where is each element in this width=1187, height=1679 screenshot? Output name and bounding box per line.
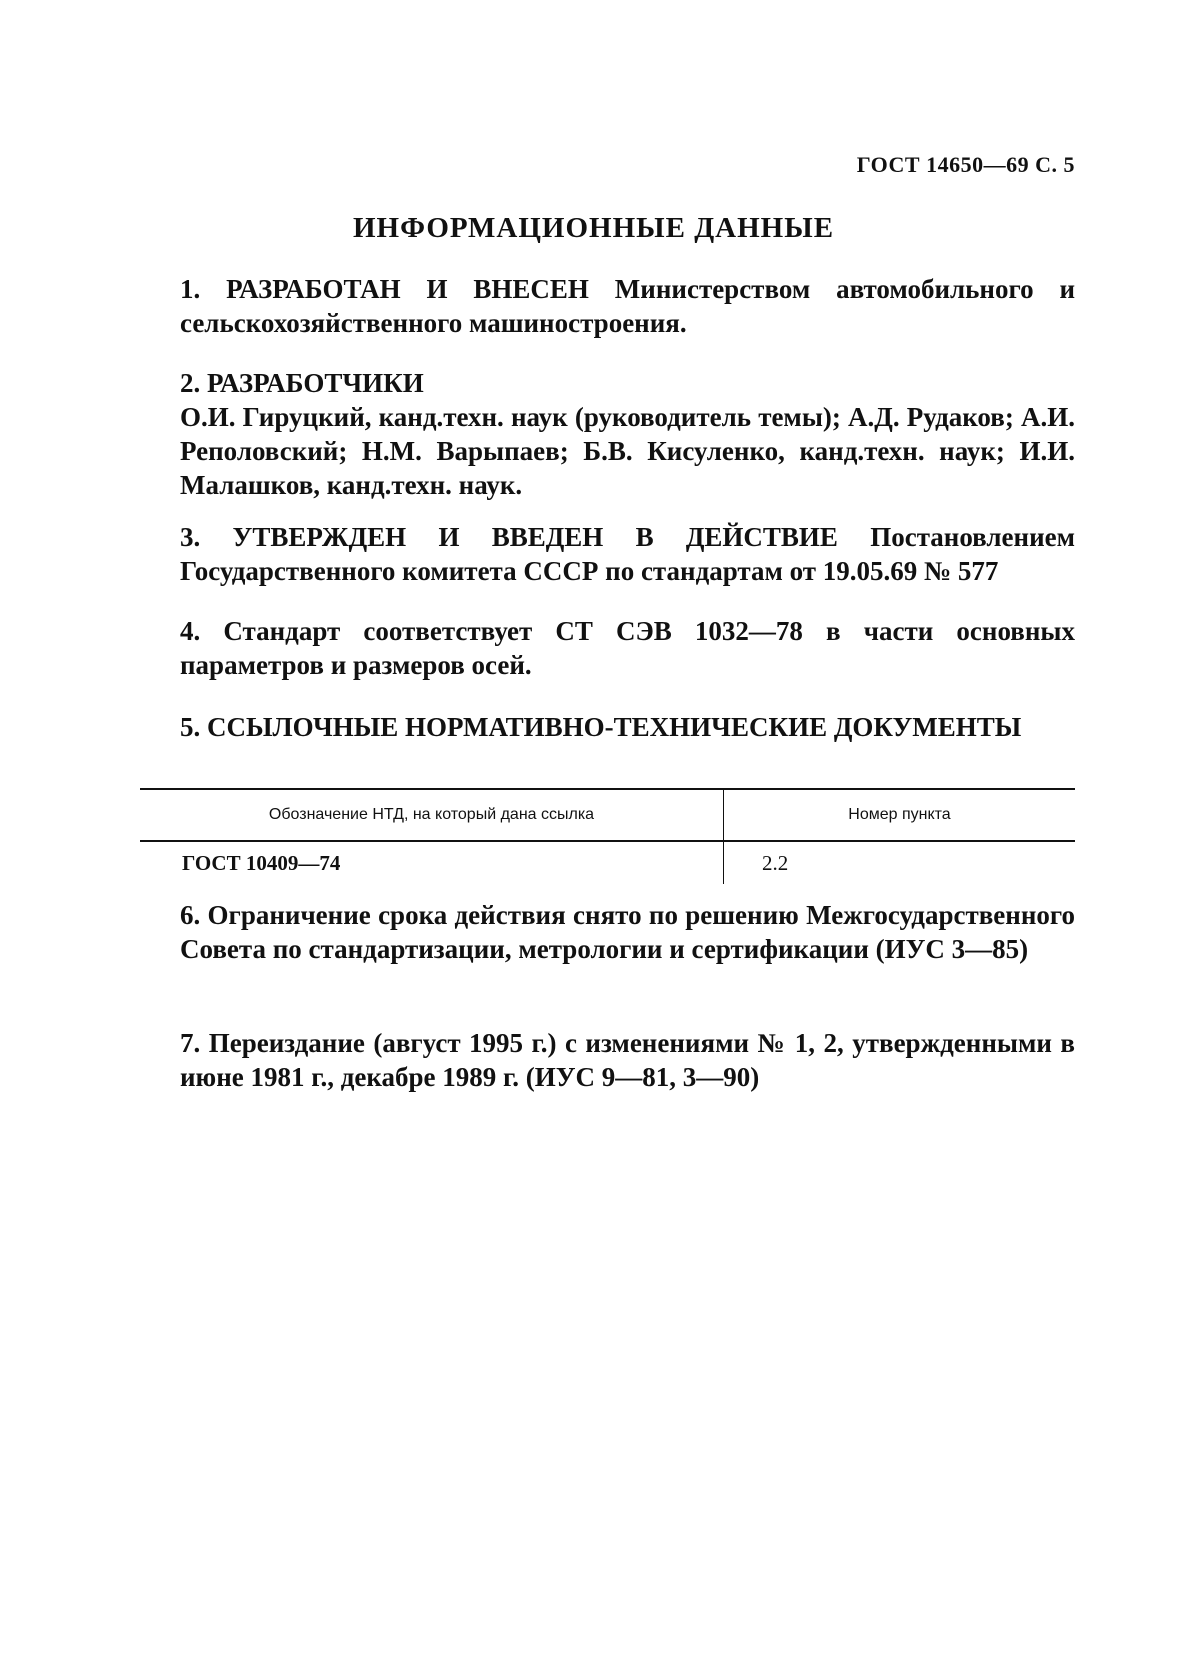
document-title: ИНФОРМАЦИОННЫЕ ДАННЫЕ — [352, 212, 835, 244]
item-number: 4. — [180, 616, 201, 646]
column-header-clause: Номер пункта — [724, 789, 1076, 841]
item-lead: РАЗРАБОТАН И ВНЕСЕН — [226, 274, 589, 304]
item-text: Ограничение срока действия снято по решению Межгосударственного Совета по стандартизации, метрологии и сертификации (ИУС 3—85) — [180, 900, 1075, 964]
column-header-ntd: Обозначение НТД, на который дана ссылка — [140, 789, 724, 841]
table-cell-ntd: ГОСТ 10409—74 — [140, 841, 724, 884]
item-lead: ССЫЛОЧНЫЕ НОРМАТИВНО-ТЕХНИЧЕСКИЕ ДОКУМЕНТЫ — [207, 712, 1022, 742]
item-text: О.И. Гируцкий, канд.техн. наук (руководитель темы); А.Д. Рудаков; А.И. Реполовский; Н.М. Варыпаев; Б.В. Кисуленко, канд.техн. наук; И.И. Малашков, канд.техн. наук. — [180, 402, 1075, 500]
info-item-5 — [140, 710, 1075, 744]
info-item-1 — [140, 272, 1075, 340]
table-row — [140, 841, 1075, 884]
item-number: 3. — [180, 522, 201, 552]
item-lead: УТВЕРЖДЕН И ВВЕДЕН В ДЕЙСТВИЕ — [232, 522, 838, 552]
item-text: Постановлением Государственного комитета СССР по стандартам от 19.05.69 № 577 — [180, 522, 1076, 586]
item-text: Переиздание (август 1995 г.) с изменениями № 1, 2, утвержденными в июне 1981 г., декабре 1989 г. (ИУС 9—81, 3—90) — [180, 1028, 1075, 1092]
item-number: 7. — [180, 1028, 201, 1058]
info-item-6 — [140, 898, 1075, 966]
item-number: 2. — [180, 368, 201, 398]
reference-table — [140, 788, 1075, 884]
page-header: ГОСТ 14650—69 С. 5 — [856, 152, 1075, 177]
item-number: 1. — [180, 274, 201, 304]
info-item-3 — [140, 520, 1075, 588]
info-item-2 — [140, 366, 1075, 502]
item-text: Стандарт соответствует СТ СЭВ 1032—78 в части основных параметров и размеров осей. — [180, 616, 1075, 680]
item-number: 5. — [180, 712, 201, 742]
table-header-row — [140, 789, 1075, 841]
table-cell-clause: 2.2 — [762, 850, 789, 875]
info-item-7 — [140, 1026, 1075, 1094]
item-lead: РАЗРАБОТЧИКИ — [207, 368, 424, 398]
item-text: Министерством автомобильного и сельскохозяйственного машиностроения. — [180, 274, 1076, 338]
info-item-4 — [140, 614, 1075, 682]
item-number: 6. — [180, 900, 201, 930]
